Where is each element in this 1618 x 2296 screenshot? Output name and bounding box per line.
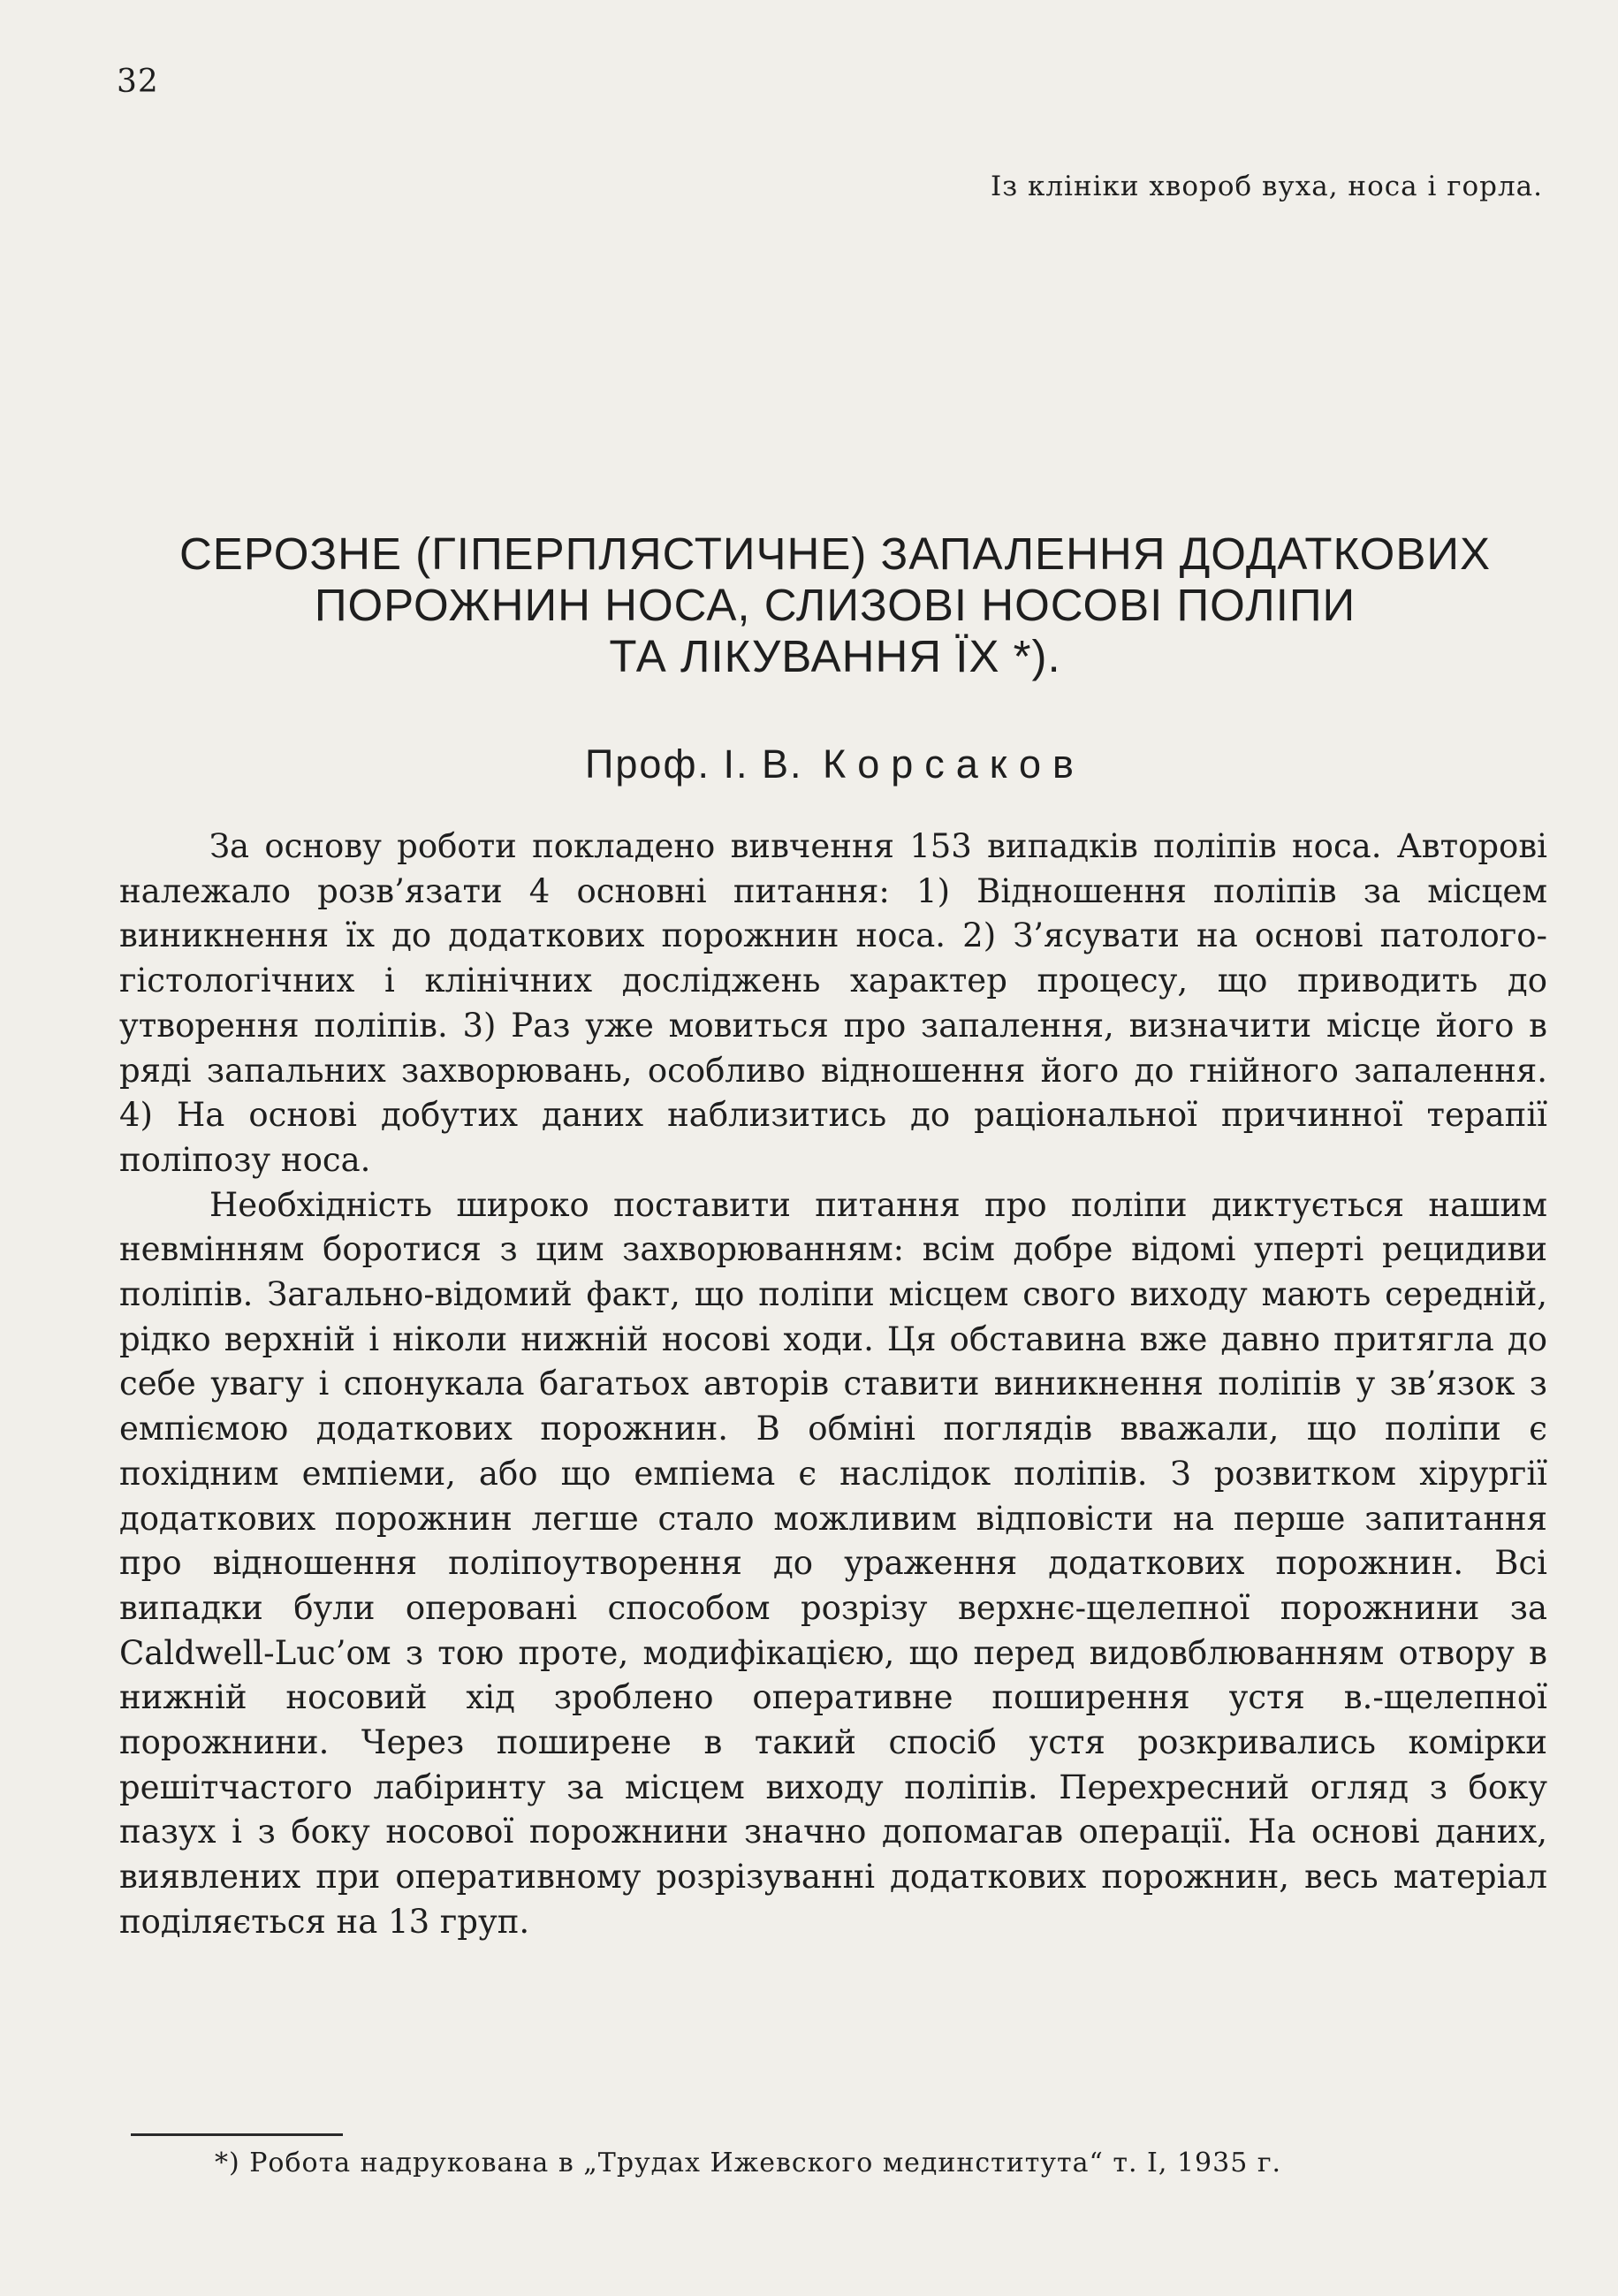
footnote-divider bbox=[131, 2133, 343, 2136]
running-header: Із клініки хвороб вуха, носа і горла. bbox=[990, 171, 1543, 202]
page-number: 32 bbox=[117, 64, 159, 100]
article-title bbox=[119, 528, 1551, 682]
title-line: СЕРОЗНЕ (ГІПЕРПЛЯСТИЧНЕ) ЗАПАЛЕННЯ ДОДАТКОВИХ bbox=[179, 528, 1492, 579]
title-line: ТА ЛІКУВАННЯ ЇХ *). bbox=[609, 631, 1061, 681]
author-title: Проф. І. В. bbox=[585, 741, 803, 787]
paragraph: За основу роботи покладено вивчення 153 випадків поліпів носа. Авторові належало розв’язати 4 основні питання: 1) Відношення поліпів за місцем виникнення їх до додаткових порожнин носа. 2) З’ясувати на основі патолого-гістологічних і клінічних досліджень характер процесу, що приводить до утворення поліпів. 3) Раз уже мовиться про запалення, визначити місце його в ряді запальних захворювань, особливо відношення його до гнійного запалення. 4) На основі добутих даних наблизитись до раціональної причинної терапії поліпозу носа. bbox=[119, 827, 1547, 1179]
footnote: *) Робота надрукована в „Трудах Ижевского мединститута“ т. I, 1935 г. bbox=[215, 2148, 1282, 2178]
author-line bbox=[119, 742, 1551, 787]
title-line: ПОРОЖНИН НОСА, СЛИЗОВІ НОСОВІ ПОЛІПИ bbox=[314, 580, 1356, 630]
paragraph: Необхідність широко поставити питання про поліпи диктується нашим невмінням боротися з цим захворюванням: всім добре відомі уперті рецидиви поліпів. Загально-відомий факт, що поліпи місцем свого виходу мають середній, рідко верхній і ніколи нижній носові ходи. Ця обставина вже давно притягла до себе увагу і спонукала багатьох авторів ставити виникнення поліпів у зв’язок з емпіємою додаткових порожнин. В обміні поглядів вважали, що поліпи є похідним емпіеми, або що емпіема є наслідок поліпів. З розвитком хірургії додаткових порожнин легше стало можливим відповісти на перше запитання про відношення поліпоутворення до ураження додаткових порожнин. Всі випадки були оперовані способом розрізу верхнє-щелепної порожнини за Caldwell-Luc’ом з тою проте, модифікацією, що перед видовблюванням отвору в нижній носовий хід зроблено оперативне поширення устя в.-щелепної порожнини. Через поширене в такий спосіб устя розкривались комірки решітчастого лабіринту за місцем виходу поліпів. Перехресний огляд з боку пазух і з боку носової порожнини значно допомагав операції. На основі даних, виявлених при оперативному розрізуванні додаткових порожнин, весь матеріал поділяється на 13 груп. bbox=[119, 1185, 1547, 1941]
article-body bbox=[119, 825, 1547, 1945]
author-name: Корсаков bbox=[823, 741, 1085, 787]
